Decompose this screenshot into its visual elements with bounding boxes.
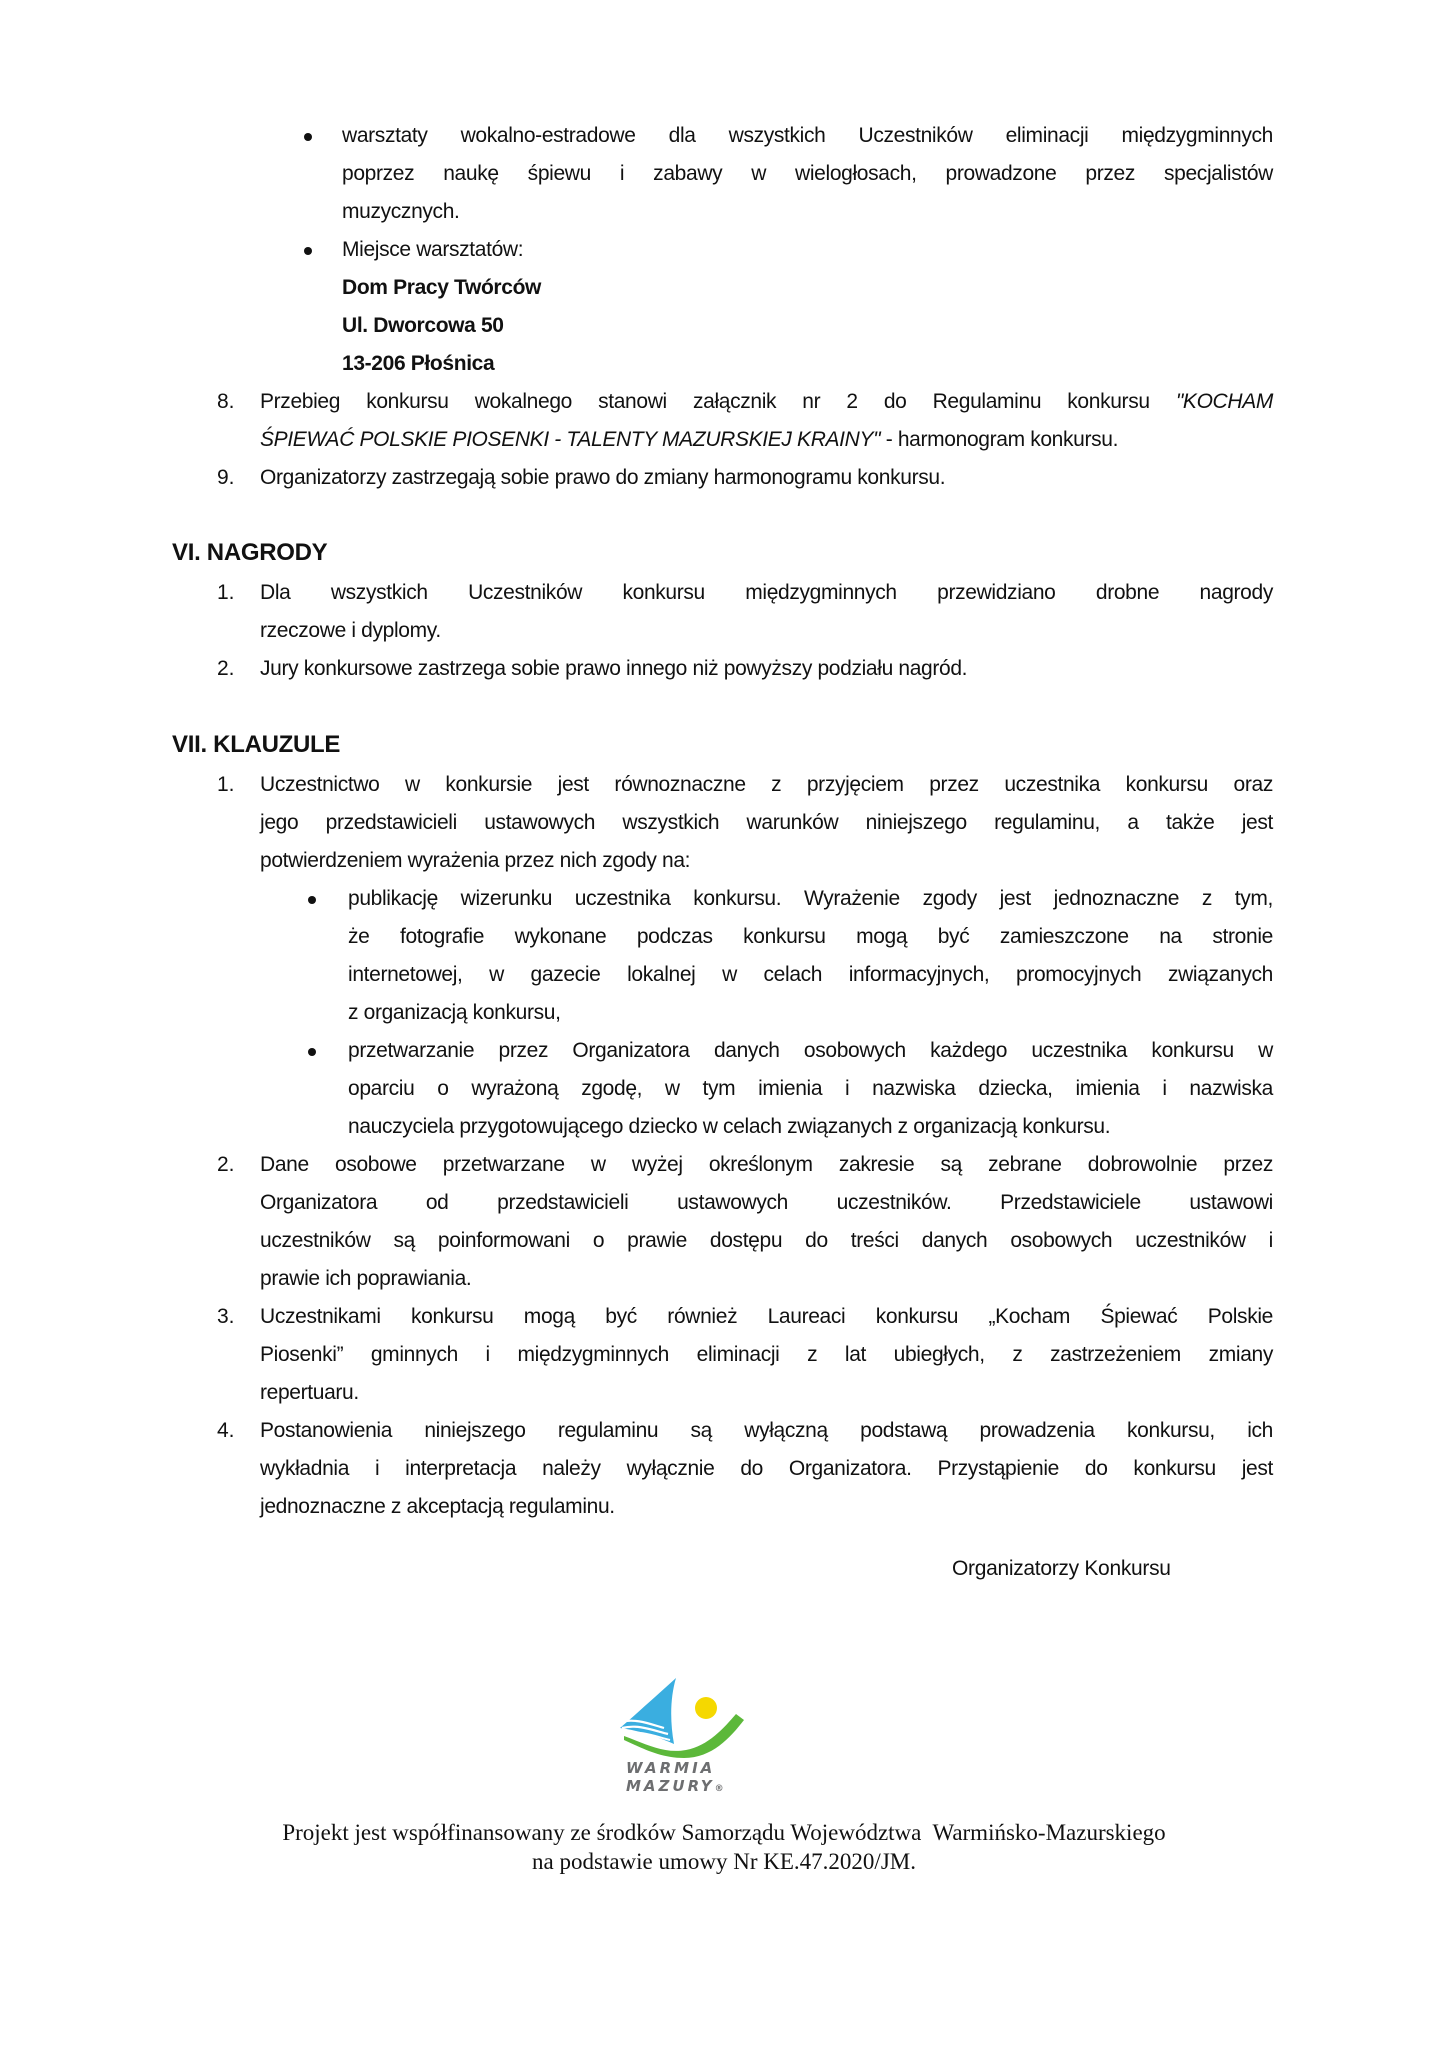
list-number: 8. <box>217 390 235 413</box>
warmia-mazury-logo <box>616 1678 756 1798</box>
bullet-text-line: nauczyciela przygotowującego dziecko w celach związanych z organizacją konkursu. <box>348 1115 1111 1138</box>
signature-organizers: Organizatorzy Konkursu <box>952 1557 1171 1580</box>
list-item-line: Piosenki” gminnych i międzygminnych eliminacji z lat ubiegłych, z zastrzeżeniem zmiany <box>260 1343 1273 1366</box>
list-number: 2. <box>217 657 235 680</box>
competition-title-italic: "KOCHAM <box>1175 390 1273 413</box>
bullet-text-line: poprzez naukę śpiewu i zabawy w wielogłosach, prowadzone przez specjalistów <box>342 162 1273 185</box>
bullet-text-line: internetowej, w gazecie lokalnej w celach informacyjnych, promocyjnych związanych <box>348 963 1273 986</box>
bullet-text-line: warsztaty wokalno-estradowe dla wszystkich Uczestników eliminacji międzygminnych <box>342 124 1273 147</box>
list-item-line: jego przedstawicieli ustawowych wszystkich warunków niniejszego regulaminu, a także jest <box>260 811 1273 834</box>
list-item-line: Uczestnictwo w konkursie jest równoznaczne z przyjęciem przez uczestnika konkursu oraz <box>260 773 1273 796</box>
logo-text-mazury-word: MAZURY <box>626 1777 715 1795</box>
list-item-line: Jury konkursowe zastrzega sobie prawo innego niż powyższy podziału nagród. <box>260 657 968 680</box>
list-item-line: Dla wszystkich Uczestników konkursu międzygminnych przewidziano drobne nagrody <box>260 581 1273 604</box>
bullet-text-line: że fotografie wykonane podczas konkursu mogą być zamieszczone na stronie <box>348 925 1273 948</box>
list-item-line: jednoznaczne z akceptacją regulaminu. <box>260 1495 615 1518</box>
footer-funding-line2: na podstawie umowy Nr KE.47.2020/JM. <box>532 1849 916 1874</box>
bullet-text-line: oparciu o wyrażoną zgodę, w tym imienia i nazwiska dziecka, imienia i nazwiska <box>348 1077 1273 1100</box>
list-item-text: Przebieg konkursu wokalnego stanowi załącznik nr 2 do Regulaminu konkursu <box>260 390 1176 413</box>
bullet-text-line: Miejsce warsztatów: <box>342 238 524 261</box>
list-number: 1. <box>217 581 235 604</box>
list-item-line: repertuaru. <box>260 1381 359 1404</box>
bullet-dot <box>304 247 312 255</box>
list-item-line: rzeczowe i dyplomy. <box>260 619 441 642</box>
list-item-line: Postanowienia niniejszego regulaminu są wyłączną podstawą prowadzenia konkursu, ich <box>260 1419 1273 1442</box>
list-number: 4. <box>217 1419 235 1442</box>
competition-title-italic: ŚPIEWAĆ POLSKIE PIOSENKI - TALENTY MAZURSKIEJ KRAINY" <box>260 428 881 451</box>
section-heading-nagrody: VI. NAGRODY <box>172 539 328 566</box>
registered-mark-icon: ® <box>714 1784 724 1794</box>
bullet-text-line: z organizacją konkursu, <box>348 1001 561 1024</box>
section-heading-klauzule: VII. KLAUZULE <box>172 731 341 758</box>
list-number: 9. <box>217 466 235 489</box>
list-item-line: wykładnia i interpretacja należy wyłącznie do Organizatora. Przystąpienie do konkursu jest <box>260 1457 1273 1480</box>
logo-text-mazury <box>626 1778 724 1797</box>
logo-emblem-icon <box>616 1678 756 1758</box>
list-item-line: prawie ich poprawiania. <box>260 1267 472 1290</box>
list-item-line <box>260 426 1118 454</box>
list-item-text: - harmonogram konkursu. <box>880 428 1119 451</box>
list-item-line: Dane osobowe przetwarzane w wyżej określonym zakresie są zebrane dobrowolnie przez <box>260 1153 1273 1176</box>
bullet-dot <box>308 896 316 904</box>
list-item-line: potwierdzeniem wyrażenia przez nich zgody na: <box>260 849 691 872</box>
address-city: 13-206 Płośnica <box>342 352 495 375</box>
list-item-line: Uczestnikami konkursu mogą być również Laureaci konkursu „Kocham Śpiewać Polskie <box>260 1305 1273 1328</box>
list-item-line: uczestników są poinformowani o prawie dostępu do treści danych osobowych uczestników i <box>260 1229 1273 1252</box>
bullet-text-line: przetwarzanie przez Organizatora danych osobowych każdego uczestnika konkursu w <box>348 1039 1273 1062</box>
list-item-line: Organizatora od przedstawicieli ustawowych uczestników. Przedstawiciele ustawowi <box>260 1191 1273 1214</box>
footer-funding-line1: Projekt jest współfinansowany ze środków Samorządu Województwa Warmińsko-Mazurskiego <box>282 1820 1166 1845</box>
sun-icon <box>695 1697 717 1719</box>
bullet-dot <box>308 1048 316 1056</box>
bullet-text-line: publikację wizerunku uczestnika konkursu. Wyrażenie zgody jest jednoznaczne z tym, <box>348 887 1273 910</box>
list-number: 3. <box>217 1305 235 1328</box>
address-venue: Dom Pracy Twórców <box>342 276 542 299</box>
bullet-dot <box>304 133 312 141</box>
bullet-text-line: muzycznych. <box>342 200 460 223</box>
logo-text-warmia: WARMIA <box>626 1759 716 1777</box>
list-number: 2. <box>217 1153 235 1176</box>
list-item-line <box>260 388 1273 416</box>
list-item-line: Organizatorzy zastrzegają sobie prawo do zmiany harmonogramu konkursu. <box>260 466 946 489</box>
address-street: Ul. Dworcowa 50 <box>342 314 504 337</box>
list-number: 1. <box>217 773 235 796</box>
